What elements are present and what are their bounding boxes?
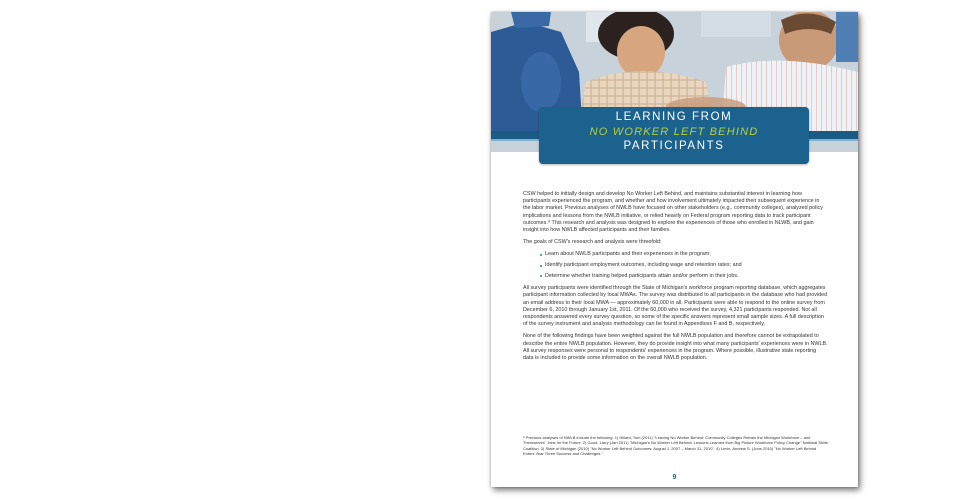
- list-item: Determine whether training helped participants attain and/or perform in their jobs.: [545, 273, 828, 280]
- paragraph-findings: None of the following findings have been weighted against the full NWLB population and therefore cannot be extrapolated to describe the entire NWLB population. However, they do provide insight into what many participants' experiences were in NWLB. All survey responses were personal to respondents' experiences in the program. Where possible, illustrative state reporting data is included to provide some information on the overall NWLB population.: [523, 333, 828, 362]
- footnote: ⁸ Previous analyses of NWLB include the following: 1) Hillard, Tom (2011) "Leaving No Worker Behind: Community Colleges Retrain the Michigan Workforce – and Themselves" Jobs for the Future. 2) Good, Larry (Jan 2011) "Michigan's No Worker Left Behind: Lessons Learned from Big Picture Workforce Policy Change" National Skills Coalition. 3) State of Michigan (2010) "No Worker Left Behind Outcomes: August 1, 2007 – March 31, 2010". 4) Levin, Andrew S. (June 2010) "No Worker Left Behind Enters Year Three Success and Challenges.": [523, 435, 828, 456]
- title-banner: [539, 107, 809, 164]
- title-line-3: PARTICIPANTS: [623, 140, 725, 152]
- paragraph-goals: The goals of CSW's research and analysis were threefold:: [523, 239, 662, 246]
- list-item: Learn about NWLB participants and their experiences in the program;: [545, 251, 828, 258]
- list-item: Identify participant employment outcomes, including wage and retention rates; and: [545, 262, 828, 269]
- document-page: [491, 12, 858, 487]
- page-number: 9: [672, 474, 677, 481]
- paragraph-survey: All survey participants were identified through the State of Michigan's workforce program reporting database, which aggregates participant information collected by local MWAs. The survey was distributed to all participants in the database who had provided an email address to their local MWA — approximately 60,000 in all. Participants were able to respond to the online survey from December 6, 2010 through January 1st, 2011. Of the 60,000 who received the survey, 4,321 participants responded. Not all respondents answered every survey question, so some of the specific answers represent small sample sizes. A full description of the survey instrument and analysis methodology can be found in Appendices F and B, respectively.: [523, 285, 828, 328]
- title-line-1: LEARNING FROM: [615, 111, 733, 123]
- body-text: [523, 191, 828, 367]
- title-line-2: NO WORKER LEFT BEHIND: [589, 126, 759, 138]
- goals-list: [523, 251, 828, 280]
- paragraph-intro: CSW helped to initially design and develop No Worker Left Behind, and maintains substantial interest in learning how participants experienced the program, and whether and how involvement ultimately impacted their subsequent experience in the labor market. Previous analyses of NWLB have focused on other stakeholders (e.g., community colleges), analyzed policy implications and lessons from the NWLB initiative, or relied heavily on Federal program reporting data to track participant outcomes.⁸ This research and analysis was designed to explore the experiences of those who enrolled in NLWB, and gain insight into how NWLB affected participants and their families.: [523, 191, 823, 234]
